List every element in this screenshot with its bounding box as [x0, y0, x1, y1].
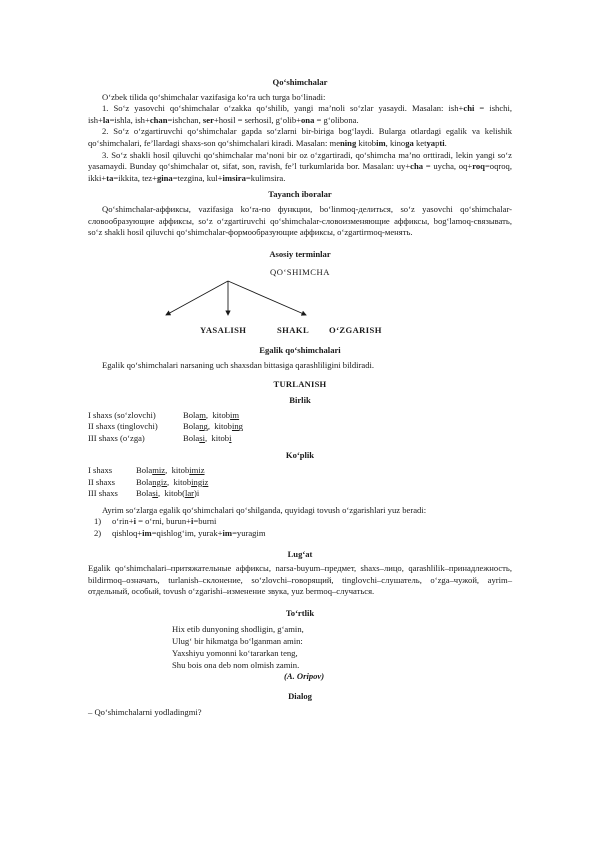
tortlik-heading: To‘rtlik: [285, 608, 315, 618]
diagram-leaf-ozgarish: O‘ZGARISH: [329, 325, 382, 336]
dialog-heading: Dialog: [288, 691, 312, 702]
list-item: 2) qishloq+im=qishlog‘im, yurak+im=yuragim: [94, 528, 266, 539]
changes-list: [88, 516, 512, 539]
diagram-root-label: QO‘SHIMCHA: [270, 267, 330, 278]
diagram-leaf-yasalish: YASALISH: [200, 325, 247, 336]
turlanish-heading: TURLANISH: [273, 378, 327, 389]
birlik-row: I shaxs (so‘zlovchi) Bolam, kitobim: [88, 409, 240, 420]
poem-line: Yaxshiyu yomonni ko‘tararkan teng,: [172, 647, 298, 658]
birlik-row: II shaxs (tinglovchi) Bolang, kitobing: [88, 421, 243, 432]
koplik-heading: Ko‘plik: [285, 450, 315, 461]
egalik-paragraph: Egalik qo‘shimchalari narsaning uch shaxsdan bittasiga qarashliligini bildiradi.: [102, 359, 375, 370]
koplik-row: I shaxs Bolamiz, kitobimiz: [88, 465, 205, 476]
asosiy-heading: Asosiy terminlar: [269, 248, 331, 259]
lugat-paragraph: Egalik qo‘shimchalari–притяжательные аффиксы, narsa-buyum–предмет, shaxs–лицо, qarashlilik–принадлежность, bildirmoq–означать, turlanish–склонение, so‘zlovchi–говорящий, tinglovchi–слушатель, o‘zga–чужой, ayrim–отдельный, особый, tovush o‘zgarishi–изменение звука, yuz bermoq–случаться.: [88, 563, 512, 597]
arrow-right: [228, 281, 306, 315]
poem-author: (A. Oripov): [284, 670, 325, 681]
diagram-leaf-shakl: SHAKL: [277, 325, 310, 336]
tayanch-heading: Tayanch iboralar: [268, 189, 332, 200]
changes-paragraph: Ayrim so‘zlarga egalik qo‘shimchalari qo‘shilganda, quyidagi tovush o‘zgarishlari yuz beradi:: [102, 504, 427, 515]
list-item: 1) o‘rin+i = o‘rni, burun+i=burni: [94, 516, 217, 527]
section-title: Qo‘shimchalar: [272, 77, 328, 87]
birlik-table: [88, 410, 512, 445]
egalik-heading: Egalik qo‘shimchalari: [259, 345, 341, 356]
koplik-table: [88, 465, 512, 500]
lugat-heading: Lug‘at: [287, 548, 313, 559]
poem-line: Ulug‘ bir hikmatga bo‘lganman amin:: [172, 635, 303, 646]
koplik-row: II shaxs Bolangiz, kitobingiz: [88, 476, 209, 487]
tayanch-paragraph: Qo‘shimchalar-аффиксы, vazifasiga ko‘ra-по функции, bo‘linmoq-делиться, so‘z yasovchi qo‘shimchalar-словообразующие аффиксы, so‘z o‘zgartiruvchi qo‘shimchalar-словоизменяющие аффиксы, bog‘lamoq-связывать, so‘z shakli hosil qiluvchi qo‘shimchalar-формообразующие аффиксы, o‘zgartirmoq-менять.: [88, 203, 512, 238]
birlik-heading: Birlik: [289, 395, 311, 406]
koplik-row: III shaxs Bolasi, kitob(lar)i: [88, 488, 200, 499]
terms-diagram: [88, 263, 512, 341]
document-page: [88, 72, 512, 719]
birlik-row: III shaxs (o‘zga) Bolasi, kitobi: [88, 432, 232, 443]
arrow-left: [166, 281, 228, 315]
item-3-paragraph: 3. So‘z shakli hosil qiluvchi qo‘shimchalar ma’noni bir oz o‘zgartiradi, qo‘shimcha ma’no orttiradi, lekin yangi so‘z yasamaydi. Bunday qo‘shimchalar ot, sifat, son, ravish, fe’l turkumlarida bor. Masalan: uy+cha = uycha, oq+roq=oqroq, ikki+ta=ikkita, tez+gina=tezgina, kul+imsira=kulimsira.: [88, 149, 512, 183]
intro-paragraph: O‘zbek tilida qo‘shimchalar vazifasiga ko‘ra uch turga bo‘linadi:: [102, 91, 326, 102]
poem-line: Shu bois ona deb nom olmish zamin.: [172, 659, 300, 670]
dialog-line: – Qo‘shimchalarni yodladingmi?: [88, 706, 202, 717]
poem: [172, 623, 512, 671]
item-1-paragraph: 1. So‘z yasovchi qo‘shimchalar o‘zakka qo‘shilib, yangi ma’noli so‘zlar yasaydi. Masalan: ish+chi = ishchi, ish+la=ishla, ish+chan=ishchan, ser+hosil = serhosil, g‘olib+ona = g‘olibona.: [88, 103, 512, 125]
item-2-paragraph: 2. So‘z o‘zgartiruvchi qo‘shimchalar gapda so‘zlarni bir-biriga bog‘laydi. Bularga otlardagi egalik va kelishik qo‘shimchalari, fe’llardagi shaxs-son qo‘shimchalari kiradi. Masalan: mening kitobim, kinoga ketyapti.: [88, 126, 512, 148]
poem-line: Hix etib dunyoning shodligin, g‘amin,: [172, 623, 304, 634]
